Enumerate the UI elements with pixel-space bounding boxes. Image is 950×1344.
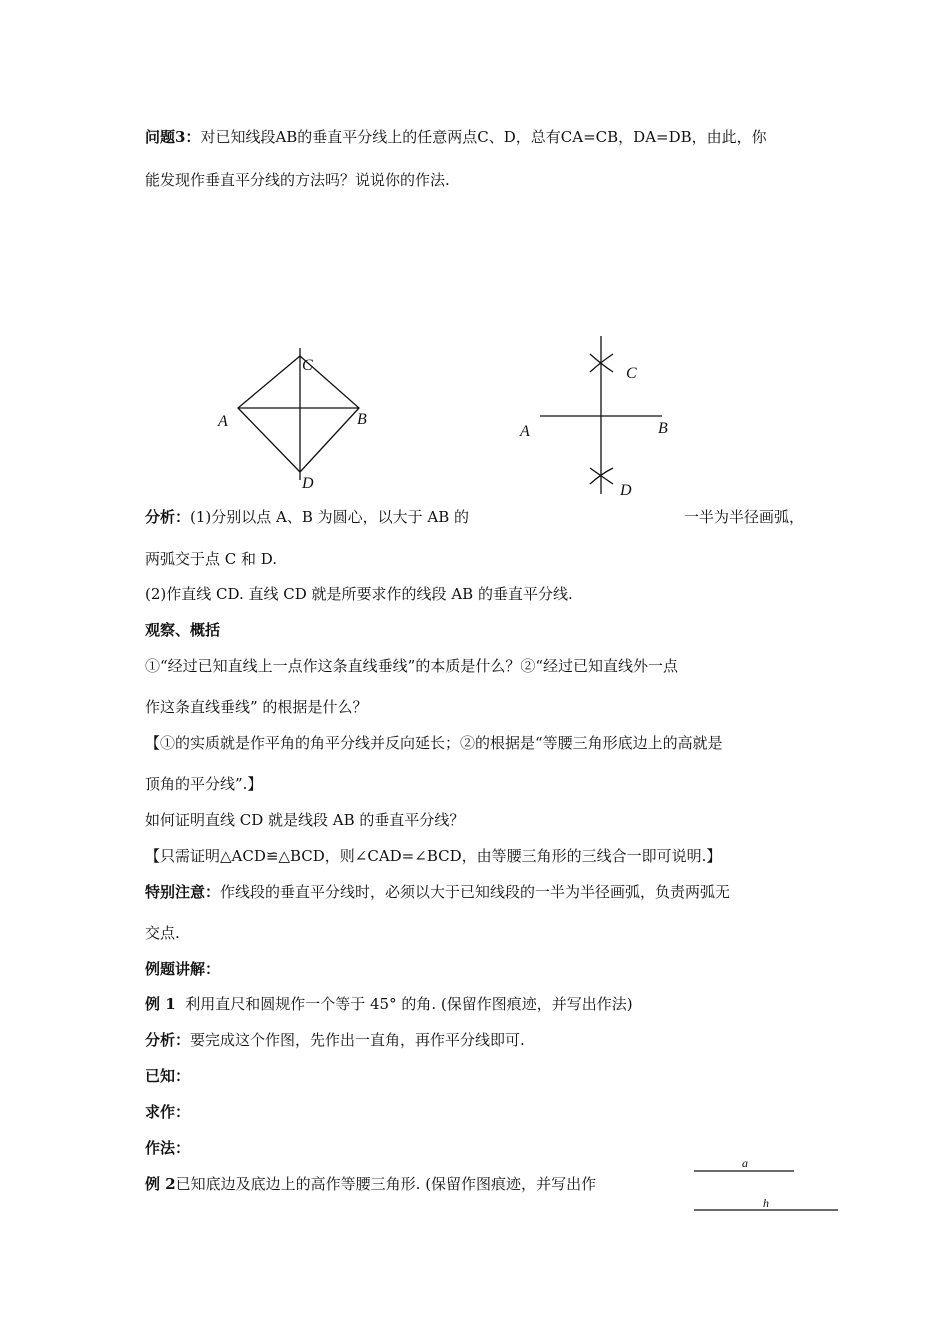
example-1-analysis: [145, 1030, 525, 1050]
rhombus-outline: [238, 356, 359, 472]
example-1-text: 利用直尺和圆规作一个等于 45° 的角. (保留作图痕迹，并写出作法): [175, 995, 633, 1013]
analysis-line-3: (2)作直线 CD. 直线 CD 就是所要求作的线段 AB 的垂直平分线.: [145, 585, 573, 603]
label-a: A: [520, 423, 530, 440]
label-b: B: [357, 411, 367, 428]
note-line-2: 交点.: [145, 924, 180, 942]
find-label: 求作：: [145, 1103, 191, 1121]
analysis-line-2: 两弧交于点 C 和 D.: [145, 550, 278, 568]
observe-heading: 观察、概括: [145, 621, 221, 639]
label-d: D: [620, 482, 632, 499]
proof-answer: 【只需证明△ACD≌△BCD，则∠CAD=∠BCD，由等腰三角形的三线合一即可说明.】: [145, 847, 722, 865]
given-segments: [692, 1156, 842, 1216]
question-3-line-1: [145, 127, 767, 147]
examples-heading: 例题讲解：: [145, 960, 221, 978]
construction-figure: [512, 332, 692, 502]
label-d: D: [302, 475, 314, 492]
example-1-analysis-label: 分析：: [145, 1031, 191, 1049]
analysis-line-1b: 一半为半径画弧，: [684, 508, 805, 526]
observe-question-1: ①“经过已知直线上一点作这条直线垂线”的本质是什么？②“经过已知直线外一点: [145, 657, 679, 675]
label-c: C: [626, 365, 637, 382]
label-a: A: [218, 413, 228, 430]
note-text: 作线段的垂直平分线时，必须以大于已知线段的一半为半径画弧，负责两弧无: [220, 883, 731, 901]
observe-answer-1: 【①的实质就是作平角的角平分线并反向延长；②的根据是“等腰三角形底边上的高就是: [145, 734, 723, 752]
proof-question: 如何证明直线 CD 就是线段 AB 的垂直平分线？: [145, 811, 465, 829]
analysis-line-1: [145, 507, 469, 527]
note-line-1: [145, 882, 730, 902]
segment-h-label: h: [763, 1196, 769, 1210]
question-3-line-2: 能发现作垂直平分线的方法吗？说说你的作法.: [145, 171, 450, 189]
note-label: 特别注意：: [145, 883, 221, 901]
example-1-label: 例 1: [145, 995, 176, 1013]
example-1-analysis-text: 要完成这个作图，先作出一直角，再作平分线即可.: [190, 1031, 525, 1049]
observe-answer-2: 顶角的平分线”.】: [145, 775, 263, 793]
label-c: C: [302, 357, 313, 374]
question-3-label: 问题3：: [145, 128, 201, 146]
method-label: 作法：: [145, 1139, 191, 1157]
segment-a-label: a: [742, 1156, 748, 1170]
question-3-text: 对已知线段AB的垂直平分线上的任意两点C、D，总有CA=CB，DA=DB，由此，你: [200, 128, 767, 146]
analysis-label: 分析：: [145, 508, 191, 526]
example-2: [145, 1174, 596, 1194]
observe-question-2: 作这条直线垂线” 的根据是什么？: [145, 698, 368, 716]
example-2-text: 已知底边及底边上的高作等腰三角形. (保留作图痕迹，并写出作: [175, 1175, 597, 1193]
rhombus-figure: [212, 344, 382, 494]
example-1: [145, 994, 633, 1014]
label-b: B: [658, 420, 668, 437]
example-2-label: 例 2: [145, 1175, 176, 1193]
analysis-text-1a: (1)分别以点 A、B 为圆心，以大于 AB 的: [190, 508, 470, 526]
known-label: 已知：: [145, 1067, 191, 1085]
